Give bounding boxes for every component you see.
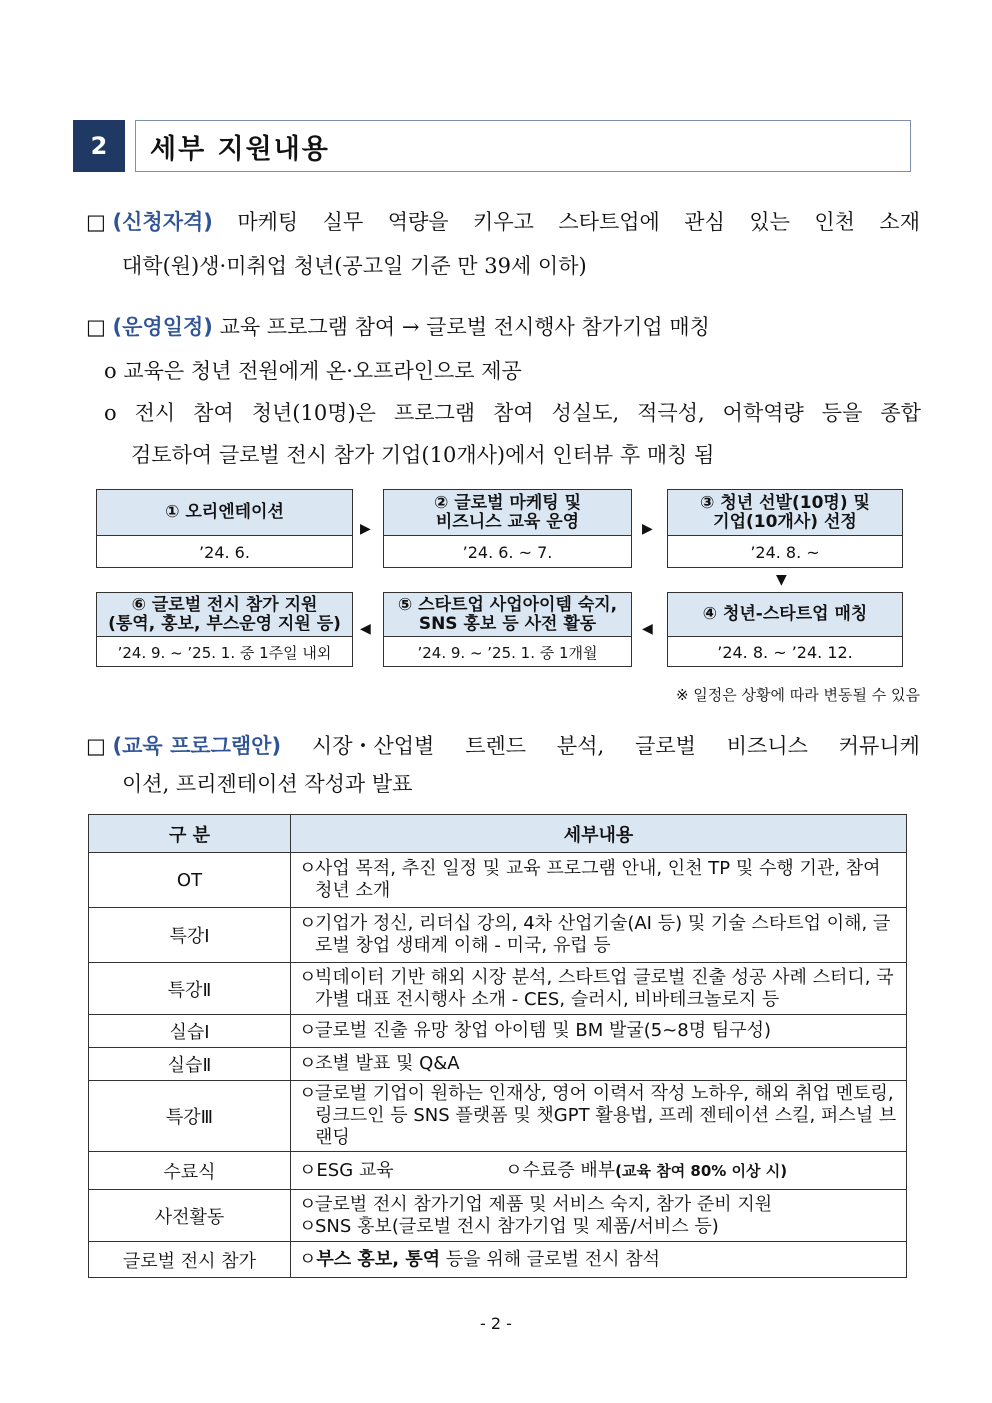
row-details: ㅇ부스 홍보, 통역 등을 위해 글로벌 전시 참석 xyxy=(291,1242,907,1278)
word: 등을 xyxy=(821,401,863,425)
arrow-right-icon: ▶ xyxy=(360,521,371,537)
row-details: ㅇ 글로벌 기업이 원하는 인재상, 영어 이력서 작성 노하우, 해외 취업 멘토링, 링크드인 등 SNS 플랫폼 및 챗GPT 활용법, 프레 젠테이션 스킬, 퍼스널 브랜딩 xyxy=(291,1081,907,1152)
arrow-left-icon: ◀ xyxy=(360,621,371,637)
checkbox-glyph: □ xyxy=(86,734,106,758)
row-category: 특강Ⅱ xyxy=(89,963,291,1015)
flow-step-3-title: ③ 청년 선발(10명) 및 기업(10개사) 선정 xyxy=(668,490,902,536)
arrow-down-icon: ▼ xyxy=(776,572,787,588)
row-details: ㅇESG 교육 ㅇ수료증 배부(교육 참여 80% 이상 시) xyxy=(291,1152,907,1190)
flow-step-2-date: ’24. 6. ~ 7. xyxy=(462,542,553,562)
row-category: 특강Ⅲ xyxy=(89,1081,291,1152)
word: 적극성, xyxy=(637,401,705,425)
flow-step-5 xyxy=(383,592,632,667)
row-details: ㅇ 글로벌 진출 유망 창업 아이템 및 BM 발굴(5~8명 팀구성) xyxy=(291,1015,907,1048)
section-number: 2 xyxy=(73,120,125,172)
table-row xyxy=(89,1081,907,1152)
program-table xyxy=(88,814,907,1278)
row-category: OT xyxy=(89,853,291,908)
table-row xyxy=(89,1190,907,1242)
word: 글로벌 xyxy=(635,734,696,758)
word: 참여 xyxy=(493,401,534,425)
word: 시장・산업별 xyxy=(311,734,435,758)
arrow-right-icon: ▶ xyxy=(642,521,653,537)
flow-step-5-title: ⑤ 스타트업 사업아이템 숙지, SNS 홍보 등 사전 활동 xyxy=(384,593,631,637)
word: 어학역량 xyxy=(722,401,804,425)
flow-step-1-date: ’24. 6. xyxy=(199,542,250,562)
table-row xyxy=(89,908,907,963)
flow-step-5-date: ’24. 9. ~ ’25. 1. 중 1개월 xyxy=(417,643,598,662)
flow-step-6-title: ⑥ 글로벌 전시 참가 지원 (통역, 홍보, 부스운영 지원 등) xyxy=(97,593,352,637)
table-row xyxy=(89,1242,907,1278)
word: 프로그램 xyxy=(393,401,476,425)
schedule-bullet-2-line2: 검토하여 글로벌 전시 참가 기업(10개사)에서 인터뷰 후 매칭 됨 xyxy=(131,443,715,467)
word: 스타트업에 xyxy=(558,210,660,234)
schedule-line xyxy=(86,305,710,349)
word: 관심 xyxy=(684,210,725,234)
eligibility-label: (신청자격) xyxy=(112,210,213,234)
word: 마케팅 xyxy=(237,210,299,234)
table-header-row xyxy=(89,815,907,853)
word: 실무 xyxy=(322,210,364,234)
arrow-left-icon: ◀ xyxy=(642,621,653,637)
row-details: ㅇ 글로벌 전시 참가기업 제품 및 서비스 숙지, 참가 준비 지원 ㅇ SNS 홍보(글로벌 전시 참가기업 및 제품/서비스 등) xyxy=(291,1190,907,1242)
row-category: 수료식 xyxy=(89,1152,291,1190)
checkbox-glyph: □ xyxy=(86,315,106,339)
row-details: ㅇ 빅데이터 기반 해외 시장 분석, 스타트업 글로벌 진출 성공 사례 스터디, 국가별 대표 전시행사 소개 - CES, 슬러시, 비바테크놀로지 등 xyxy=(291,963,907,1015)
word: 있는 xyxy=(749,210,790,234)
flow-step-4-date: ’24. 8. ~ ’24. 12. xyxy=(717,642,853,662)
schedule-note: ※ 일정은 상황에 따라 변동될 수 있음 xyxy=(675,686,920,704)
row-details: ㅇ 기업가 정신, 리더십 강의, 4차 산업기술(AI 등) 및 기술 스타트업 이해, 글로벌 창업 생태계 이해 - 미국, 유럽 등 xyxy=(291,908,907,963)
table-row xyxy=(89,1015,907,1048)
word: 전시 xyxy=(134,401,176,425)
eligibility-line2: 대학(원)생·미취업 청년(공고일 기준 만 39세 이하) xyxy=(122,254,587,278)
flow-step-4 xyxy=(667,592,903,667)
row-category: 사전활동 xyxy=(89,1190,291,1242)
row-details: ㅇ 조별 발표 및 Q&A xyxy=(291,1048,907,1081)
row-details: ㅇ 사업 목적, 추진 일정 및 교육 프로그램 안내, 인천 TP 및 수행 기관, 참여 청년 소개 xyxy=(291,853,907,908)
section-title: 세부 지원내용 xyxy=(135,120,911,172)
word: 청년(10명)은 xyxy=(251,401,376,425)
program-line2: 이션, 프리젠테이션 작성과 발표 xyxy=(122,772,413,796)
word: 종합 xyxy=(880,401,921,425)
word: 비즈니스 xyxy=(726,734,808,758)
flow-step-2-title: ② 글로벌 마케팅 및 비즈니스 교육 운영 xyxy=(384,490,631,536)
table-header-details: 세부내용 xyxy=(291,815,907,853)
word: 분석, xyxy=(556,734,605,758)
word: 트렌드 xyxy=(465,734,527,758)
row-category: 실습Ⅰ xyxy=(89,1015,291,1048)
row-category: 글로벌 전시 참가 xyxy=(89,1242,291,1278)
schedule-label: (운영일정) xyxy=(112,315,213,339)
table-row xyxy=(89,1048,907,1081)
table-row xyxy=(89,1152,907,1190)
word: 키우고 xyxy=(473,210,534,234)
section-header xyxy=(73,120,911,172)
word: 역량을 xyxy=(387,210,449,234)
table-row xyxy=(89,853,907,908)
eligibility-line1 xyxy=(86,200,920,244)
flow-step-3-date: ’24. 8. ~ xyxy=(750,542,820,562)
flow-step-3 xyxy=(667,489,903,568)
page-number: - 2 - xyxy=(480,1314,512,1333)
table-header-category: 구 분 xyxy=(89,815,291,853)
word: 참여 xyxy=(193,401,234,425)
program-label: (교육 프로그램안) xyxy=(112,734,282,758)
row-category: 실습Ⅱ xyxy=(89,1048,291,1081)
table-row xyxy=(89,963,907,1015)
flow-step-1 xyxy=(96,489,353,568)
word: 인천 xyxy=(814,210,855,234)
checkbox-glyph: □ xyxy=(86,210,106,234)
schedule-bullet-2-line1 xyxy=(104,391,921,435)
flow-step-4-title: ④ 청년-스타트업 매칭 xyxy=(668,593,902,637)
flow-step-6-date: ’24. 9. ~ ’25. 1. 중 1주일 내외 xyxy=(117,643,332,662)
schedule-bullet-1: o 교육은 청년 전원에게 온·오프라인으로 제공 xyxy=(104,359,522,383)
word: 소재 xyxy=(879,210,920,234)
word: 커뮤니케 xyxy=(838,734,920,758)
flow-step-6 xyxy=(96,592,353,667)
word: 성실도, xyxy=(551,401,620,425)
word: o xyxy=(104,401,117,425)
flow-step-1-title: ① 오리엔테이션 xyxy=(97,490,352,536)
schedule-text: 교육 프로그램 참여 → 글로벌 전시행사 참가기업 매칭 xyxy=(219,315,710,339)
flow-step-2 xyxy=(383,489,632,568)
row-category: 특강Ⅰ xyxy=(89,908,291,963)
